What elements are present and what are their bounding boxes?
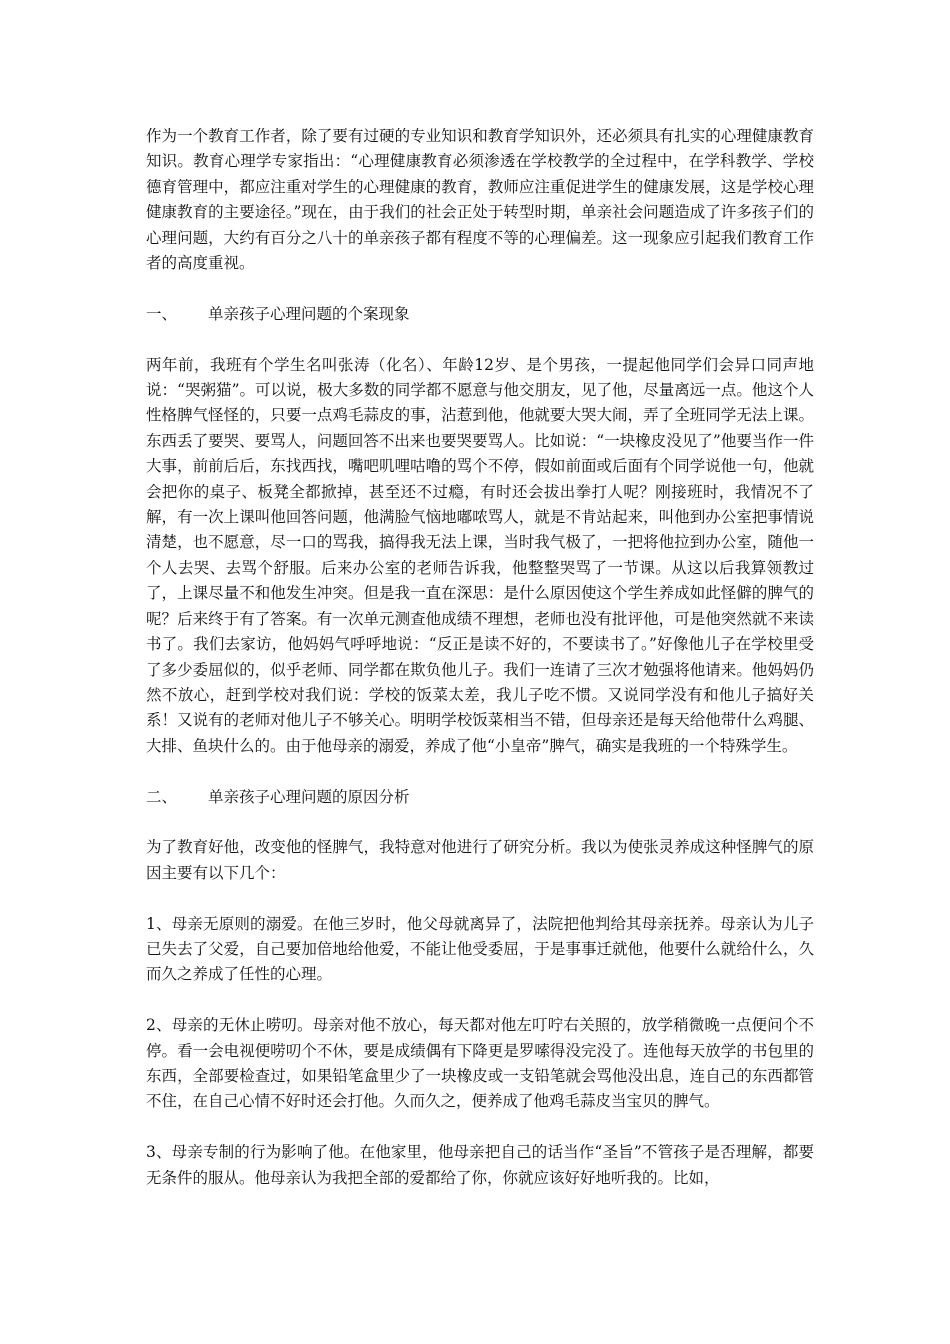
point-paragraph-1: 1、母亲无原则的溺爱。在他三岁时，他父母就离异了，法院把他判给其母亲抚养。母亲认为儿子已失去了父爱，自己要加倍地给他爱，不能让他受委屈，于是事事迁就他，他要什么就给什么，久而久之养成了任性的心理。 <box>146 914 814 984</box>
intro-paragraph: 作为一个教育工作者，除了要有过硬的专业知识和教育学知识外，还必须具有扎实的心理健康教育知识。教育心理学专家指出：“心理健康教育必须渗透在学校教学的全过程中，在学科教学、学校德育管理中，都应注重对学生的心理健康的教育，教师应注重促进学生的健康发展，这是学校心理健康教育的主要途径。”现在，由于我们的社会正处于转型时期，单亲社会问题造成了许多孩子们的心理问题，大约有百分之八十的单亲孩子都有程度不等的心理偏差。这一现象应引起我们教育工作者的高度重视。 <box>146 127 814 273</box>
section-title-1: 单亲孩子心理问题的个案现象 <box>208 304 410 323</box>
document-body <box>146 124 814 1191</box>
section-title-2: 单亲孩子心理问题的原因分析 <box>208 787 410 806</box>
section-heading-2 <box>146 785 814 810</box>
analysis-paragraph: 为了教育好他，改变他的怪脾气，我特意对他进行了研究分析。我以为使张灵养成这种怪脾气的原因主要有以下几个： <box>146 838 814 882</box>
point-paragraph-3: 3、母亲专制的行为影响了他。在他家里，他母亲把自己的话当作“圣旨”不管孩子是否理解，都要无条件的服从。他母亲认为我把全部的爱都给了你，你就应该好好地听我的。比如， <box>146 1143 814 1187</box>
point-paragraph-2: 2、母亲的无休止唠叨。母亲对他不放心，每天都对他左叮咛右关照的，放学稍微晚一点便问个不停。看一会电视便唠叨个不休，要是成绩偶有下降更是罗嗦得没完没了。连他每天放学的书包里的东西，全部要检查过，如果铅笔盒里少了一块橡皮或一支铅笔就会骂他没出息，连自己的东西都管不住，在自己心情不好时还会打他。久而久之，便养成了他鸡毛蒜皮当宝贝的脾气。 <box>146 1016 814 1111</box>
section-heading-1 <box>146 302 814 327</box>
case-paragraph: 两年前，我班有个学生名叫张涛（化名）、年龄12岁、是个男孩，一提起他同学们会异口同声地说：“哭粥猫”。可以说，极大多数的同学都不愿意与他交朋友，见了他，尽量离远一点。他这个人性格脾气怪怪的，只要一点鸡毛蒜皮的事，沾惹到他，他就要大哭大闹，弄了全班同学无法上课。东西丢了要哭、要骂人，问题回答不出来也要哭要骂人。比如说：“一块橡皮没见了”他要当作一件大事，前前后后，东找西找，嘴吧叽哩咕噜的骂个不停，假如前面或后面有个同学说他一句，他就会把你的桌子、板凳全都掀掉，甚至还不过瘾，有时还会拔出拳打人呢？刚接班时，我情况不了解，有一次上课叫他回答问题，他满脸气恼地嘟哝骂人，就是不肯站起来，叫他到办公室把事情说清楚，也不愿意，尽一口的骂我，搞得我无法上课，当时我气极了，一把将他拉到办公室，随他一个人去哭、去骂个舒服。后来办公室的老师告诉我，他整整哭骂了一节课。从这以后我算领教过了，上课尽量不和他发生冲突。但是我一直在深思：是什么原因使这个学生养成如此怪僻的脾气的呢？后来终于有了答案。有一次单元测查他成绩不理想，老师也没有批评他，可是他突然就不来读书了。我们去家访，他妈妈气呼呼地说：“反正是读不好的，不要读书了。”好像他儿子在学校里受了多少委屈似的，似乎老师、同学都在欺负他儿子。我们一连请了三次才勉强将他请来。他妈妈仍然不放心，赶到学校对我们说：学校的饭菜太差，我儿子吃不惯。又说同学没有和他儿子搞好关系！又说有的老师对他儿子不够关心。明明学校饭菜相当不错，但母亲还是每天给他带什么鸡腿、大排、鱼块什么的。由于他母亲的溺爱，养成了他“小皇帝”脾气，确实是我班的一个特殊学生。 <box>146 355 814 755</box>
section-number-1: 一、 <box>146 304 178 323</box>
section-number-2: 二、 <box>146 787 178 806</box>
